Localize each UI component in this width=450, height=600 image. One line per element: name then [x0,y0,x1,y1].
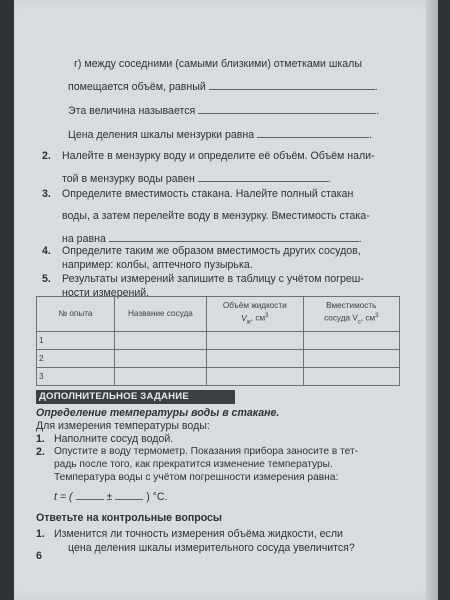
item-3-line-1: Определите вместимость стакана. Налейте полный стакан [62,188,354,200]
item-4-line-1: Определите таким же образом вместимость других сосудов, [62,245,361,257]
row-number: 2 [37,350,115,368]
temperature-error-blank[interactable] [115,490,143,500]
capacity-unit-power: 3 [375,312,379,319]
row-number: 1 [37,332,115,350]
item-4-number: 4. [42,245,51,257]
item-g-line-3: Эта величина называется . [68,105,380,117]
table-cell[interactable] [114,368,206,386]
table-cell[interactable] [114,350,206,368]
col-header-capacity-label: Вместимость [326,300,377,310]
table-cell[interactable] [207,350,303,368]
item-g-line-1: г) между соседними (самыми близкими) отметками шкалы [74,58,362,70]
additional-task-title: Определение температуры воды в стакане. [36,407,280,419]
item-5-line-2: ности измерений. [62,287,150,299]
volume-subscript: ж [246,319,251,326]
formula-end: ) °C. [146,491,168,503]
answer-blank[interactable] [257,128,369,138]
step-1-number: 1. [36,433,45,445]
answer-blank[interactable] [209,80,375,90]
page-number: 6 [36,550,42,562]
item-4-line-2: например: колбы, аптечного пузырька. [62,259,253,271]
step-2-number: 2. [36,446,45,458]
item-3-line-3: на равна . [62,233,362,245]
item-3-text-3: на равна [62,233,106,245]
answer-blank[interactable] [198,104,376,114]
table-cell[interactable] [303,368,399,386]
table-cell[interactable] [303,350,399,368]
capacity-symbol: сосуда V [324,313,358,323]
page-edge [426,0,438,600]
answer-blank[interactable] [198,172,328,182]
table-row [37,350,400,368]
volume-unit: , см [250,313,266,323]
item-3-line-2: воды, а затем перелейте воду в мензурку. Вместимость стака- [62,210,370,222]
capacity-subscript: с [357,319,361,326]
answer-blank[interactable] [109,232,359,242]
workbook-page [14,0,438,600]
item-3-number: 3. [42,188,51,200]
volume-symbol: V [241,313,247,323]
formula-start: t = ( [54,491,73,503]
item-g-line-2: помещается объём, равный . [68,81,378,93]
additional-task-banner: ДОПОЛНИТЕЛЬНОЕ ЗАДАНИЕ [36,390,235,404]
item-g-text-3: Эта величина называется [68,105,196,117]
table-cell[interactable] [303,332,399,350]
question-1-line-2: цена деления шкалы измерительного сосуда увеличится? [68,542,355,554]
table-cell[interactable] [207,368,303,386]
col-header-volume-label: Объём жидкости [222,300,287,310]
item-g-line-4: Цена деления шкалы мензурки равна . [68,129,373,141]
table-row [37,368,400,386]
table-cell[interactable] [207,332,303,350]
item-2-text-2: той в мензурку воды равен [62,173,195,185]
col-header-capacity [303,297,399,332]
results-table [36,296,400,386]
col-header-trial: № опыта [37,297,115,332]
step-2-line-1: Опустите в воду термометр. Показания прибора заносите в тет- [54,446,359,457]
temperature-value-blank[interactable] [76,490,104,500]
control-questions-heading: Ответьте на контрольные вопросы [36,512,222,524]
item-2-number: 2. [42,150,51,162]
item-5-number: 5. [42,273,51,285]
table-header-row [37,297,400,332]
col-header-volume [207,297,303,332]
formula-plus-minus: ± [106,491,113,503]
item-2-line-2: той в мензурку воды равен . [62,173,331,185]
table-row [37,332,400,350]
table-cell[interactable] [114,332,206,350]
question-1-line-1: Изменится ли точность измерения объёма жидкости, если [54,528,343,540]
question-1-number: 1. [36,528,45,540]
item-g-text-2: помещается объём, равный [68,81,206,93]
step-2-line-2: радь после того, как прекратится изменение температуры. [54,459,333,470]
volume-unit-power: 3 [265,312,269,319]
item-g-text-4: Цена деления шкалы мензурки равна [68,129,255,141]
additional-task-intro: Для измерения температуры воды: [36,420,210,432]
item-5-line-1: Результаты измерений запишите в таблицу с учётом погреш- [62,273,364,285]
item-2-line-1: Налейте в мензурку воду и определите её объём. Объём нали- [62,150,375,162]
step-1-text: Наполните сосуд водой. [54,433,174,445]
col-header-vessel: Название сосуда [114,297,206,332]
temperature-formula [54,490,168,503]
row-number: 3 [37,368,115,386]
step-2-line-3: Температура воды с учётом погрешности измерения равна: [54,472,339,483]
capacity-unit: , см [360,313,376,323]
